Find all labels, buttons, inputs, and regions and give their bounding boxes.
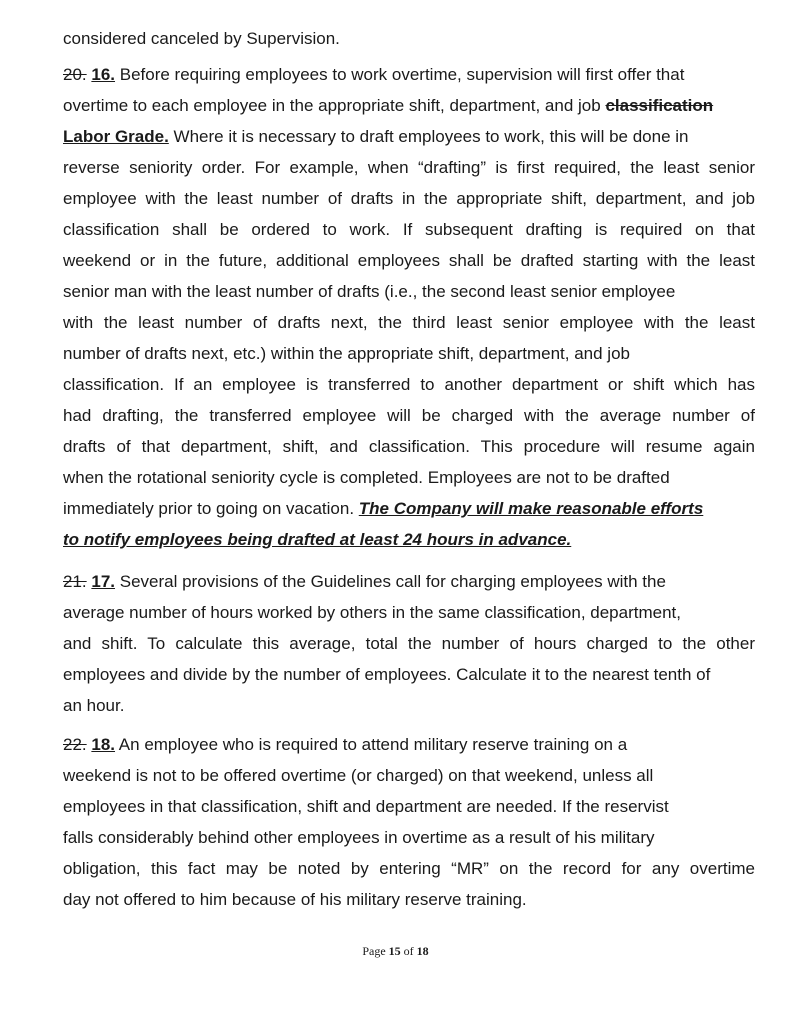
p16-line-6: classification shall be ordered to work. If subsequent drafting is required on that [63,220,755,239]
p16-line-2 [63,95,713,117]
p16-line-4: reverse seniority order. For example, when “drafting” is first required, the least senior [63,158,755,177]
p16-line-7: weekend or in the future, additional employees shall be drafted starting with the least [63,251,755,270]
p16-line-12: had drafting, the transferred employee will be charged with the average number of [63,406,755,425]
p16-text-3: Where it is necessary to draft employees to work, this will be done in [168,127,689,146]
p18-line-4: falls considerably behind other employees in overtime as a result of his military [63,828,655,847]
footer-page-label: Page [362,944,389,958]
p17-line-4: employees and divide by the number of employees. Calculate it to the nearest tenth of [63,665,711,684]
p17-line-3: and shift. To calculate this average, total the number of hours charged to the other [63,634,755,653]
footer-page-number: 15 [388,944,401,958]
old-number-22: 22. [63,735,87,754]
continued-line: considered canceled by Supervision. [63,29,340,48]
p16-line-11: classification. If an employee is transferred to another department or shift which has [63,375,755,394]
old-number-21: 21. [63,572,87,591]
p16-line-3 [63,126,688,148]
p16-line-15 [63,498,703,520]
p18-text-1: An employee who is required to attend military reserve training on a [115,735,628,754]
p16-text-15: immediately prior to going on vacation. [63,499,359,518]
p18-line-5: obligation, this fact may be noted by entering “MR” on the record for any overtime [63,859,755,878]
p16-text-1: Before requiring employees to work overtime, supervision will first offer that [115,65,685,84]
p18-line-1 [63,734,627,756]
p16-text-2: overtime to each employee in the appropriate shift, department, and job [63,96,606,115]
p17-line-1 [63,571,666,593]
new-number-18: 18. [91,735,116,754]
reasonable-efforts-insert: The Company will make reasonable efforts [358,499,704,518]
notify-insert: to notify employees being drafted at least 24 hours in advance. [63,530,572,549]
page-footer [0,944,791,959]
new-number-16: 16. [91,65,116,84]
p17-line-5: an hour. [63,696,125,715]
p16-line-16 [63,529,571,551]
p16-line-1 [63,64,684,86]
labor-grade-insert: Labor Grade. [63,127,169,146]
p18-line-3: employees in that classification, shift and department are needed. If the reservist [63,797,669,816]
p17-text-1: Several provisions of the Guidelines call for charging employees with the [115,572,666,591]
footer-total-pages: 18 [416,944,429,958]
p16-line-13: drafts of that department, shift, and classification. This procedure will resume again [63,437,755,456]
p16-line-10: number of drafts next, etc.) within the appropriate shift, department, and job [63,344,630,363]
p17-line-2: average number of hours worked by others in the same classification, department, [63,603,681,622]
struck-classification: classification [605,96,714,115]
p16-line-9: with the least number of drafts next, the third least senior employee with the least [63,313,755,332]
p18-line-6: day not offered to him because of his military reserve training. [63,890,527,909]
footer-of-label: of [400,944,417,958]
p16-line-14: when the rotational seniority cycle is completed. Employees are not to be drafted [63,468,670,487]
p16-line-8: senior man with the least number of drafts (i.e., the second least senior employee [63,282,676,301]
p16-line-5: employee with the least number of drafts in the appropriate shift, department, and job [63,189,755,208]
new-number-17: 17. [91,572,116,591]
old-number-20: 20. [63,65,87,84]
p18-line-2: weekend is not to be offered overtime (or charged) on that weekend, unless all [63,766,654,785]
